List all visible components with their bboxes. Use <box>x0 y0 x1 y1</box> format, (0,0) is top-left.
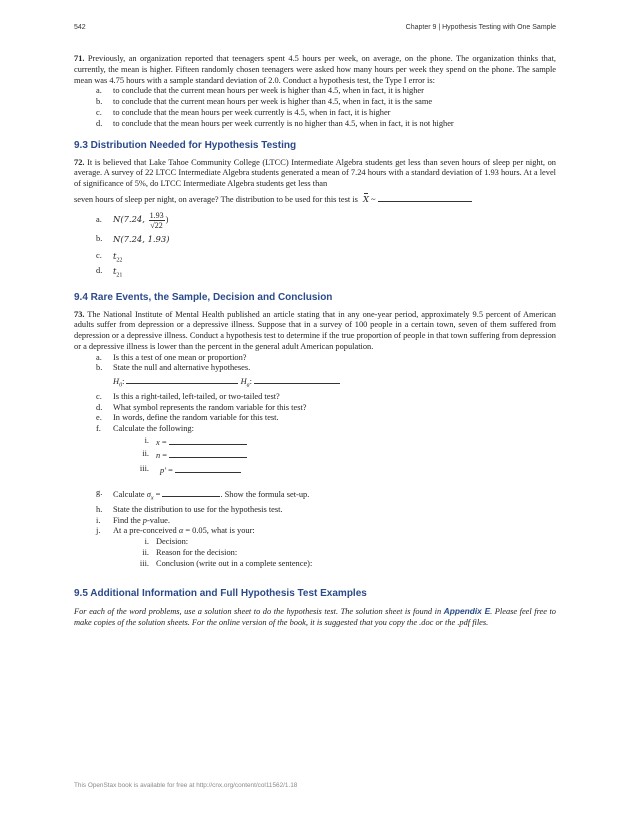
problem-72-question <box>74 193 556 206</box>
item-marker: f. <box>96 424 101 434</box>
option-marker: b. <box>96 233 103 243</box>
problem-statement: It is believed that Lake Tahoe Community College (LTCC) Intermediate Algebra students get less than seven hours of sleep per night, on average. A survey of 22 LTCC Intermediate Algebra students generated a mean of 7.24 hours with a standard deviation of 1.93 hours. At a level of significance of 5%, do LTCC Intermediate Algebra students get less than <box>74 157 556 189</box>
problem-72-text <box>74 158 556 190</box>
problem-73-text <box>74 310 556 353</box>
hypotheses-line: $H_0$: $H_a$: <box>113 375 556 391</box>
denominator: √22 <box>150 220 163 230</box>
item-marker: a. <box>96 352 102 362</box>
option-marker: c. <box>96 250 102 260</box>
conclusion-item <box>139 559 556 570</box>
option-b <box>96 234 556 246</box>
item-text: Is this a right-tailed, left-tailed, or two-tailed test? <box>113 391 280 401</box>
sub-questions <box>74 353 556 570</box>
closing-text-post: . Please feel free to make copies of the solution sheets. For the online version of the book, it is suggested that you copy the .doc or the .pdf files. <box>74 606 556 627</box>
answer-blank <box>378 193 472 202</box>
null-hypothesis-symbol: H <box>113 377 120 387</box>
item-text: Is this a test of one mean or proportion? <box>113 352 247 362</box>
item-text-post: -value. <box>146 515 170 525</box>
item-text: Calculate <box>113 490 145 500</box>
problem-statement: Previously, an organization reported that teenagers spent 4.5 hours per week, on average, on the phone. The organization thinks that, currently, the mean is higher. Fifteen randomly chosen teenagers were asked how many hours per week they spend on the phone. The sample mean was 4.75 hours with a sample standard deviation of 2.0. Conduct a hypothesis test, the Type I error is: <box>74 54 557 85</box>
roman-marker: i. <box>144 435 149 445</box>
item-b <box>96 363 556 391</box>
alt-subscript: a <box>246 382 250 389</box>
option-text: to conclude that the mean hours per week currently is 4.5, when in fact, it is higher <box>113 107 391 117</box>
item-text: What symbol represents the random variable for this test? <box>113 402 307 412</box>
roman-marker: iii. <box>139 463 149 473</box>
item-f <box>96 424 556 476</box>
roman-marker: ii. <box>142 547 149 557</box>
option-c <box>96 251 556 266</box>
item-j <box>96 526 556 569</box>
calc-blank <box>169 449 247 458</box>
sigma-symbol: σ <box>146 490 151 500</box>
null-subscript: 0 <box>119 382 123 389</box>
option-marker: a. <box>96 214 102 224</box>
option-a <box>96 86 556 97</box>
decision-item <box>139 537 556 548</box>
alpha-symbol: α <box>178 526 184 536</box>
alt-hypothesis-blank <box>254 375 340 384</box>
item-marker: j. <box>96 526 101 536</box>
calc-var: n <box>156 450 161 460</box>
x-bar-variable: X <box>362 193 369 204</box>
item-text: At a pre-conceived <box>113 526 177 536</box>
chapter-title: Chapter 9 | Hypothesis Testing with One Sample <box>405 24 556 31</box>
page-content <box>74 54 556 628</box>
option-text: to conclude that the current mean hours per week is higher than 4.5, when in fact, it is the same <box>113 97 433 107</box>
problem-number: 72. <box>74 157 85 167</box>
option-d <box>96 266 556 281</box>
item-marker: g. <box>96 488 103 498</box>
sigma-blank <box>162 488 220 497</box>
closing-paragraph <box>74 606 556 629</box>
calc-x <box>139 436 556 449</box>
roman-marker: iii. <box>139 558 149 568</box>
section-heading-9-4: 9.4 Rare Events, the Sample, Decision and Conclusion <box>74 291 333 303</box>
option-a <box>96 210 556 232</box>
calc-list <box>113 436 556 476</box>
df-subscript: 22 <box>116 257 123 264</box>
option-text: to conclude that the current mean hours per week is higher than 4.5, when in fact, it is higher <box>113 86 424 96</box>
normal-dist-prefix: N(7.24, <box>113 214 148 225</box>
appendix-link[interactable]: Appendix E <box>443 605 491 616</box>
problem-number: 71. <box>74 54 85 63</box>
calc-p-prime <box>139 464 556 477</box>
option-text: N(7.24, 1.93) <box>113 233 170 244</box>
page-header <box>74 24 556 38</box>
item-marker: c. <box>96 391 102 401</box>
item-d <box>96 403 556 414</box>
t-symbol: t <box>113 266 117 277</box>
problem-question: seven hours of sleep per night, on average? The distribution to be used for this test is <box>74 194 358 204</box>
item-text-post: = 0.05, what is your: <box>185 526 255 536</box>
alt-hypothesis-symbol: H <box>240 377 247 387</box>
decision-list <box>113 537 556 569</box>
reason-item <box>139 548 556 559</box>
item-a <box>96 353 556 364</box>
item-text: Calculate the following: <box>113 424 194 434</box>
decision-text: Decision: <box>156 537 189 547</box>
problem-73 <box>74 310 556 570</box>
t-symbol: t <box>113 250 117 261</box>
item-marker: d. <box>96 402 103 412</box>
item-marker: e. <box>96 413 102 423</box>
item-text: Find the <box>113 515 141 525</box>
option-marker: d. <box>96 266 103 276</box>
problem-71 <box>74 54 556 130</box>
option-b <box>96 97 556 108</box>
option-marker: d. <box>96 118 103 128</box>
option-marker: a. <box>96 86 102 96</box>
item-text: State the null and alternative hypotheses. <box>113 363 251 373</box>
conclusion-text: Conclusion (write out in a complete sentence): <box>156 558 313 568</box>
problem-71-text <box>74 54 556 86</box>
equals-sign: = <box>162 450 168 460</box>
tilde-symbol: ~ <box>371 194 376 204</box>
problem-72 <box>74 158 556 282</box>
page-footer: This OpenStax book is available for free at http://cnx.org/content/col11562/1.18 <box>74 782 298 789</box>
item-marker: i. <box>96 515 101 525</box>
option-marker: b. <box>96 97 103 107</box>
item-i <box>96 516 556 527</box>
p-variable: p <box>142 515 147 525</box>
roman-marker: ii. <box>142 448 149 458</box>
problem-statement: The National Institute of Mental Health published an article stating that in any one-year period, approximately 9.5 percent of American adults suffer from depression or a depressive illness. Suppose that in a survey of 100 people in a certain town, seven of them suffered from depression or a depressive illness. Conduct a hypothesis test to determine if the true proportion of people in that town suffering from depression or a depressive illness is lower than the percent in the general adult American population. <box>74 309 556 351</box>
equals-sign: = <box>168 465 173 475</box>
item-g <box>96 488 556 504</box>
item-marker: h. <box>96 504 103 514</box>
equals-sign: = <box>155 490 161 500</box>
item-h <box>96 505 556 516</box>
item-text: State the distribution to use for the hypothesis test. <box>113 504 283 514</box>
null-hypothesis-blank <box>126 375 238 384</box>
roman-marker: i. <box>144 537 149 547</box>
option-c <box>96 108 556 119</box>
calc-blank <box>169 436 247 445</box>
calc-var: x <box>156 437 160 447</box>
closing-text: For each of the word problems, use a solution sheet to do the hypothesis test. The solution sheet is found in <box>74 606 444 616</box>
calc-blank <box>175 464 241 473</box>
equals-sign: = <box>161 437 167 447</box>
calc-var: p′ <box>160 465 167 475</box>
problem-number: 73. <box>74 309 85 319</box>
reason-text: Reason for the decision: <box>156 547 238 557</box>
section-heading-9-5: 9.5 Additional Information and Full Hypothesis Test Examples <box>74 587 367 599</box>
answer-options <box>74 86 556 129</box>
option-marker: c. <box>96 107 102 117</box>
option-text: to conclude that the mean hours per week currently is no higher than 4.5, when in fact, it is not higher <box>113 118 454 128</box>
answer-options <box>74 210 556 282</box>
item-text-post: . Show the formula set-up. <box>220 490 310 500</box>
sigma-subscript: x <box>150 496 154 502</box>
fraction <box>149 211 165 230</box>
numerator: 1.93 <box>149 210 164 220</box>
item-marker: b. <box>96 363 103 373</box>
calc-n <box>139 449 556 462</box>
section-heading-9-3: 9.3 Distribution Needed for Hypothesis Testing <box>74 139 297 151</box>
closing-paren: ) <box>165 215 169 225</box>
page-number: 542 <box>74 24 86 31</box>
df-subscript: 21 <box>116 272 123 279</box>
option-d <box>96 119 556 130</box>
item-e <box>96 413 556 424</box>
item-c <box>96 392 556 403</box>
item-text: In words, define the random variable for this test. <box>113 413 279 423</box>
